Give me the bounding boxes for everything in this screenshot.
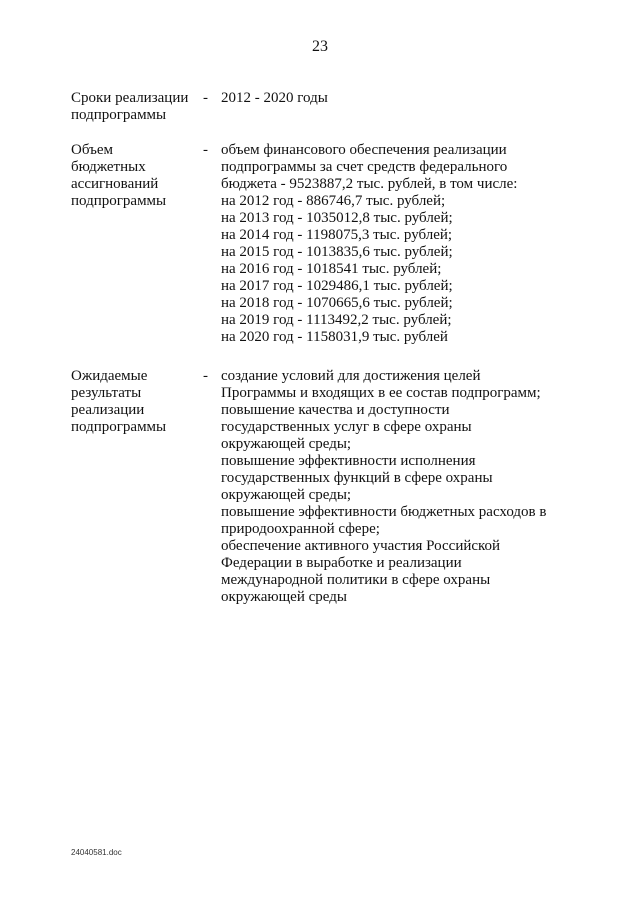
row-budget-allocations: [0, 142, 640, 368]
value-line: Программы и входящих в ее состав подпрограмм;: [221, 385, 541, 401]
label-line: реализации: [71, 402, 145, 418]
row-dash: -: [203, 142, 208, 158]
page-number: 23: [312, 38, 328, 55]
row-value: [221, 90, 561, 107]
value-line: бюджета - 9523887,2 тыс. рублей, в том числе:: [221, 176, 518, 192]
value-line: на 2020 год - 1158031,9 тыс. рублей: [221, 329, 448, 345]
row-implementation-period: [0, 90, 640, 142]
label-line: бюджетных: [71, 159, 146, 175]
label-line: подпрограммы: [71, 193, 167, 209]
value-line: повышение эффективности бюджетных расходов в: [221, 504, 547, 520]
value-line: на 2018 год - 1070665,6 тыс. рублей;: [221, 295, 453, 311]
row-label: [71, 90, 199, 124]
label-line: Сроки реализации: [71, 90, 189, 106]
value-line: на 2019 год - 1113492,2 тыс. рублей;: [221, 312, 452, 328]
value-line: государственных функций в сфере охраны: [221, 470, 493, 486]
value-line: объем финансового обеспечения реализации: [221, 142, 507, 158]
document-filename: 24040581.doc: [71, 848, 122, 857]
row-dash: -: [203, 368, 208, 384]
value-line: на 2017 год - 1029486,1 тыс. рублей;: [221, 278, 453, 294]
value-line: на 2012 год - 886746,7 тыс. рублей;: [221, 193, 446, 209]
value-line: обеспечение активного участия Российской: [221, 538, 501, 554]
value-line: окружающей среды: [221, 589, 347, 605]
row-value: [221, 142, 561, 346]
row-expected-results: [0, 368, 640, 618]
value-line: окружающей среды;: [221, 487, 352, 503]
label-line: Объем: [71, 142, 113, 158]
value-line: создание условий для достижения целей: [221, 368, 481, 384]
value-line: повышение эффективности исполнения: [221, 453, 476, 469]
value-line: на 2013 год - 1035012,8 тыс. рублей;: [221, 210, 453, 226]
row-label: [71, 142, 199, 210]
value-line: природоохранной сфере;: [221, 521, 380, 537]
value-line: Федерации в выработке и реализации: [221, 555, 462, 571]
value-line: на 2014 год - 1198075,3 тыс. рублей;: [221, 227, 453, 243]
label-line: подпрограммы: [71, 107, 167, 123]
value-line: на 2015 год - 1013835,6 тыс. рублей;: [221, 244, 453, 260]
label-line: подпрограммы: [71, 419, 167, 435]
value-line: повышение качества и доступности: [221, 402, 450, 418]
label-line: ассигнований: [71, 176, 159, 192]
value-line: международной политики в сфере охраны: [221, 572, 491, 588]
value-line: государственных услуг в сфере охраны: [221, 419, 472, 435]
value-line: 2012 - 2020 годы: [221, 90, 328, 106]
value-line: на 2016 год - 1018541 тыс. рублей;: [221, 261, 442, 277]
row-label: [71, 368, 199, 436]
value-line: подпрограммы за счет средств федерального: [221, 159, 508, 175]
label-line: Ожидаемые: [71, 368, 148, 384]
passport-table: [0, 90, 640, 618]
row-dash: -: [203, 90, 208, 106]
row-value: [221, 368, 561, 606]
label-line: результаты: [71, 385, 142, 401]
value-line: окружающей среды;: [221, 436, 352, 452]
